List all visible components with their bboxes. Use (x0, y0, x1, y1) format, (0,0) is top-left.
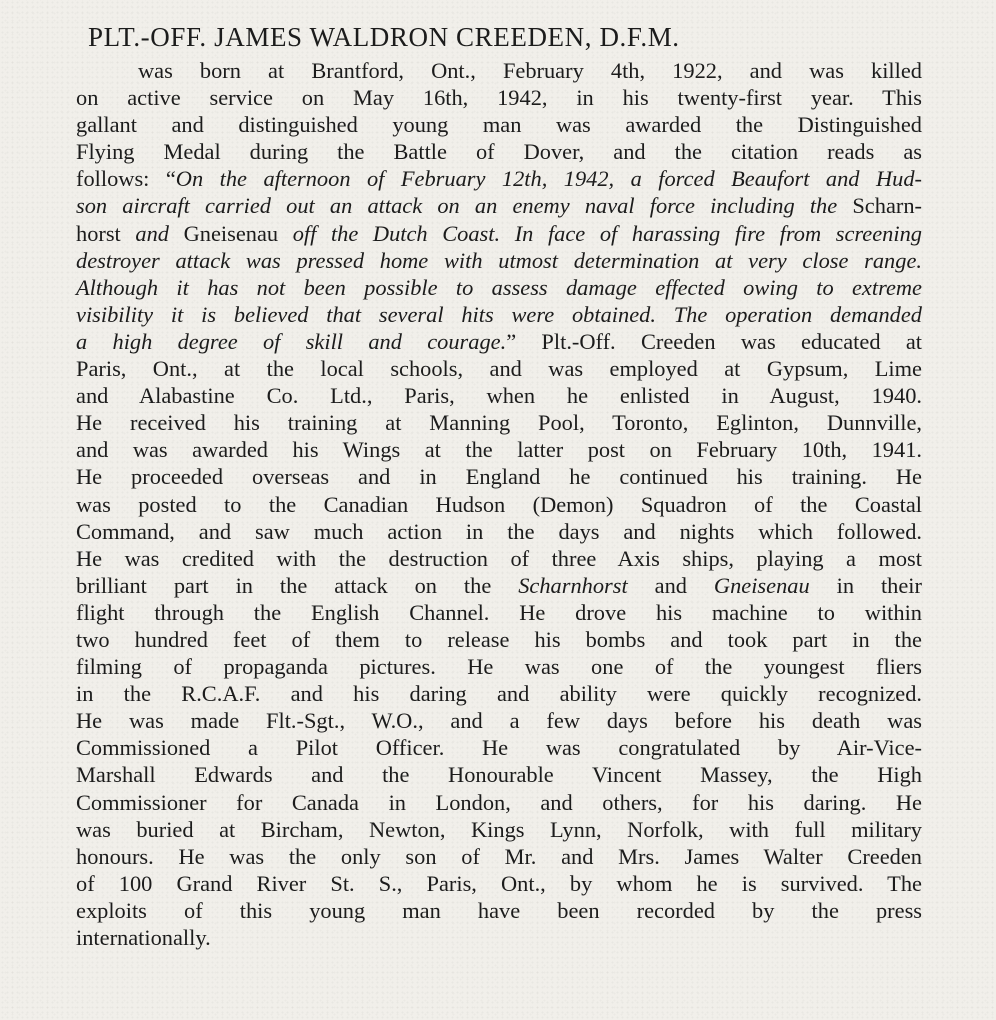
text-line (76, 707, 922, 734)
text-segment: and was awarded his Wings at the latter post on February 10th, 1941. (76, 437, 922, 463)
text-segment: Commissioned a Pilot Officer. He was congratulated by Air-Vice- (76, 735, 922, 761)
text-line (76, 626, 922, 653)
text-line (76, 138, 922, 165)
italic-text: son aircraft carried out an attack on an enemy naval force including the (76, 193, 838, 219)
text-line (76, 653, 922, 680)
italic-text: Scharnhorst (518, 572, 628, 598)
text-segment: He proceeded overseas and in England he continued his training. He (76, 464, 922, 490)
text-segment: in their (809, 572, 922, 598)
text-segment: in the R.C.A.F. and his daring and ability were quickly recognized. (76, 681, 922, 707)
text-line (76, 57, 922, 84)
text-line (76, 165, 922, 192)
text-segment: Gneisenau (168, 220, 293, 246)
text-segment: honours. He was the only son of Mr. and Mrs. James Walter Creeden (76, 843, 922, 869)
text-line (76, 301, 922, 328)
text-segment: He was made Flt.-Sgt., W.O., and a few days before his death was (76, 708, 922, 734)
text-line (76, 599, 922, 626)
text-line (76, 220, 922, 247)
italic-text: visibility it is believed that several hits were obtained. The operation demanded (76, 301, 922, 327)
text-line (76, 274, 922, 301)
text-line (76, 680, 922, 707)
text-line (76, 409, 922, 436)
text-line (76, 84, 922, 111)
text-line (76, 924, 922, 951)
text-line (76, 761, 922, 788)
text-segment: filming of propaganda pictures. He was one of the youngest fliers (76, 654, 922, 680)
text-line (76, 843, 922, 870)
text-segment: and Alabastine Co. Ltd., Paris, when he enlisted in August, 1940. (76, 383, 922, 409)
text-segment: gallant and distinguished young man was awarded the Distinguished (76, 112, 922, 138)
text-line (76, 355, 922, 382)
text-line (76, 870, 922, 897)
text-segment: internationally. (76, 925, 211, 950)
text-segment: Marshall Edwards and the Honourable Vincent Massey, the High (76, 762, 922, 788)
text-line (76, 545, 922, 572)
text-line (76, 192, 922, 219)
text-segment: Command, and saw much action in the days and nights which followed. (76, 518, 922, 544)
italic-text: destroyer attack was pressed home with utmost determination at very close range. (76, 247, 922, 273)
text-line (76, 463, 922, 490)
text-segment: follows: “ (76, 166, 176, 192)
page (76, 18, 922, 951)
text-line (76, 734, 922, 761)
text-segment: was posted to the Canadian Hudson (Demon) Squadron of the Coastal (76, 491, 922, 517)
text-segment: exploits of this young man have been recorded by the press (76, 897, 922, 923)
text-segment: ” Plt.-Off. Creeden was educated at (506, 328, 922, 354)
text-line (76, 436, 922, 463)
text-line (76, 572, 922, 599)
text-segment: He was credited with the destruction of three Axis ships, playing a most (76, 545, 922, 571)
italic-text: On the afternoon of February 12th, 1942, a forced Beaufort and Hud- (175, 166, 922, 192)
text-line (76, 816, 922, 843)
text-line (76, 897, 922, 924)
text-line (76, 111, 922, 138)
text-segment: Commissioner for Canada in London, and others, for his daring. He (76, 789, 922, 815)
text-segment: two hundred feet of them to release his bombs and took part in the (76, 626, 922, 652)
italic-text: a high degree of skill and courage. (76, 328, 507, 354)
text-line (76, 247, 922, 274)
text-segment: Scharn- (837, 193, 922, 219)
italic-text: and (135, 220, 169, 246)
page-title: PLT.-OFF. JAMES WALDRON CREEDEN, D.F.M. (88, 22, 680, 52)
text-segment: of 100 Grand River St. S., Paris, Ont., by whom he is survived. The (76, 870, 922, 896)
text-segment: was buried at Bircham, Newton, Kings Lynn, Norfolk, with full military (76, 816, 922, 842)
text-segment: and (627, 572, 714, 598)
italic-text: off the Dutch Coast. In face of harassing fire from screening (292, 220, 922, 246)
text-line (76, 328, 922, 355)
text-segment: Paris, Ont., at the local schools, and was employed at Gypsum, Lime (76, 356, 922, 382)
text-segment: was born at Brantford, Ont., February 4th, 1922, and was killed (138, 58, 922, 83)
text-line (76, 789, 922, 816)
text-line (76, 518, 922, 545)
text-segment: horst (76, 220, 136, 246)
text-segment: He received his training at Manning Pool, Toronto, Eglinton, Dunnville, (76, 410, 922, 436)
biography-text (76, 57, 922, 951)
text-segment: on active service on May 16th, 1942, in his twenty-first year. This (76, 85, 922, 111)
text-segment: brilliant part in the attack on the (76, 572, 519, 598)
italic-text: Gneisenau (713, 572, 810, 598)
text-segment: flight through the English Channel. He drove his machine to within (76, 599, 922, 625)
text-line (76, 382, 922, 409)
text-segment: Flying Medal during the Battle of Dover, and the citation reads as (76, 139, 922, 165)
text-line (76, 491, 922, 518)
italic-text: Although it has not been possible to assess damage effected owing to extreme (76, 274, 922, 300)
